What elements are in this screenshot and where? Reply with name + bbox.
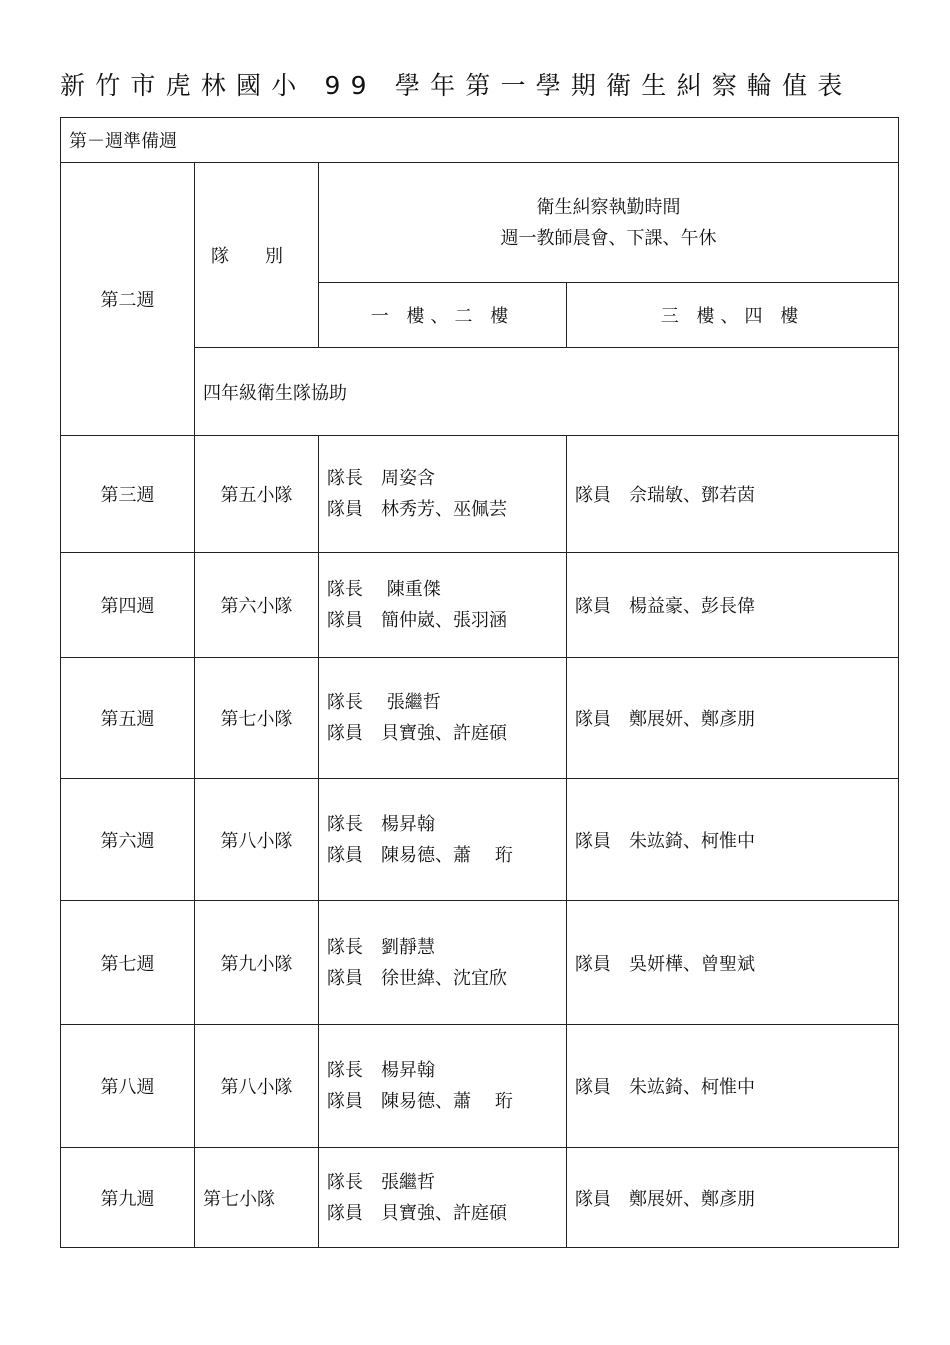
week-cell: 第六週 [61, 779, 195, 901]
team-header-text: 隊 別 [211, 246, 283, 267]
team-leader: 隊長 陳重傑 [327, 579, 441, 600]
floor-1-2-duty-cell [319, 1148, 567, 1248]
floor-3-4-duty-cell: 隊員 鄭展妍、鄭彥朋 [567, 1148, 899, 1248]
floor-3-4-duty-cell: 隊員 佘瑞敏、鄧若茵 [567, 436, 899, 553]
header-row [61, 163, 899, 283]
team-leader: 隊長 楊昇翰 [327, 1060, 435, 1081]
table-row [61, 436, 899, 553]
team-members: 隊員 貝寶強、許庭碩 [327, 1202, 507, 1224]
team-cell: 第五小隊 [195, 436, 319, 553]
week-cell: 第五週 [61, 658, 195, 779]
duty-time-detail: 週一教師晨會、下課、午休 [500, 227, 717, 249]
floor-group-1-header: 一 樓、二 樓 [319, 283, 567, 348]
team-members: 隊員 貝寶強、許庭碩 [327, 723, 507, 744]
week-cell: 第四週 [61, 553, 195, 658]
floor-group-2-header: 三 樓、四 樓 [567, 283, 899, 348]
week2-note: 四年級衛生隊協助 [195, 348, 899, 436]
team-leader: 隊長 劉靜慧 [327, 936, 435, 958]
team-cell: 第八小隊 [195, 779, 319, 901]
team-members: 隊員 徐世緯、沈宜欣 [327, 967, 507, 989]
table-row [61, 901, 899, 1025]
team-members: 隊員 陳易德、蕭 珩 [327, 844, 513, 866]
table-row [61, 553, 899, 658]
week1-row [61, 118, 899, 163]
team-cell: 第七小隊 [195, 658, 319, 779]
floor-3-4-duty-cell: 隊員 吳妍樺、曾聖斌 [567, 901, 899, 1025]
floor-1-2-duty-cell [319, 436, 567, 553]
team-cell: 第七小隊 [195, 1148, 319, 1248]
table-row [61, 1025, 899, 1148]
duty-time-title: 衛生糾察執勤時間 [536, 196, 681, 218]
team-leader: 隊長 楊昇翰 [327, 813, 435, 835]
duty-time-header [319, 163, 899, 283]
team-members: 隊員 簡仲崴、張羽涵 [327, 610, 507, 631]
team-cell: 第八小隊 [195, 1025, 319, 1148]
floor-1-2-duty-cell [319, 553, 567, 658]
team-members: 隊員 林秀芳、巫佩芸 [327, 499, 507, 520]
team-cell: 第九小隊 [195, 901, 319, 1025]
team-leader: 隊長 張繼哲 [327, 1171, 435, 1193]
table-row [61, 779, 899, 901]
page-title: 新竹市虎林國小 99 學年第一學期衛生糾察輪值表 [60, 71, 853, 100]
team-leader: 隊長 周姿含 [327, 468, 435, 489]
floor-3-4-duty-cell: 隊員 朱竑錡、柯惟中 [567, 1025, 899, 1148]
floor-1-2-duty-cell [319, 779, 567, 901]
week-cell: 第七週 [61, 901, 195, 1025]
floor-1-2-duty-cell [319, 1025, 567, 1148]
team-members: 隊員 陳易德、蕭 珩 [327, 1091, 513, 1112]
table-row [61, 658, 899, 779]
team-cell: 第六小隊 [195, 553, 319, 658]
floor-1-2-duty-cell [319, 658, 567, 779]
floor-3-4-duty-cell: 隊員 鄭展妍、鄭彥朋 [567, 658, 899, 779]
week-cell: 第三週 [61, 436, 195, 553]
team-header [195, 163, 319, 348]
floor-1-2-duty-cell [319, 901, 567, 1025]
week1-note: 第－週準備週 [61, 118, 899, 163]
week2-label: 第二週 [61, 163, 195, 436]
duty-roster-table [60, 117, 899, 1248]
team-leader: 隊長 張繼哲 [327, 692, 441, 713]
week-cell: 第九週 [61, 1148, 195, 1248]
floor-3-4-duty-cell: 隊員 朱竑錡、柯惟中 [567, 779, 899, 901]
week-cell: 第八週 [61, 1025, 195, 1148]
floor-3-4-duty-cell: 隊員 楊益豪、彭長偉 [567, 553, 899, 658]
table-row [61, 1148, 899, 1248]
